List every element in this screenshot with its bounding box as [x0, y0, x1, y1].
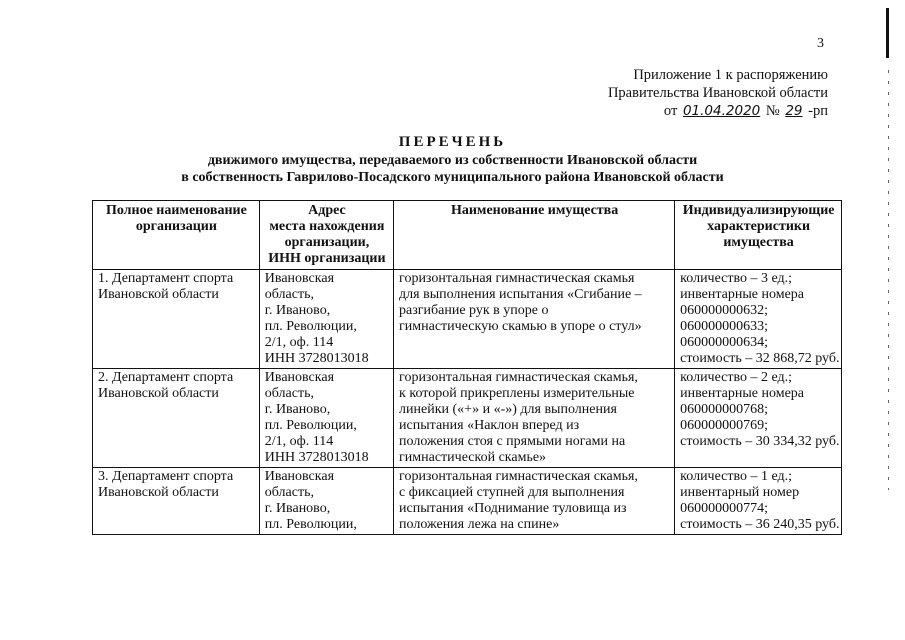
cell-line: испытания «Наклон вперед из	[399, 418, 580, 433]
header-organization	[93, 201, 260, 270]
cell-line: инвентарный номер	[680, 485, 800, 500]
cell-address	[259, 468, 393, 535]
header-item-name	[394, 201, 675, 270]
cell-line: линейки («+» и «-») для выполнения	[399, 402, 617, 417]
document-subtitle-2: в собственность Гаврилово-Посадского муниципального района Ивановской области	[181, 170, 724, 185]
cell-line: г. Иваново,	[264, 402, 331, 417]
annex-number-label: №	[765, 103, 780, 119]
cell-line: 060000000774;	[680, 501, 769, 516]
cell-line: 2. Департамент спорта	[98, 370, 234, 385]
cell-line: ИНН 3728013018	[264, 450, 369, 465]
cell-line: область,	[264, 485, 314, 500]
cell-organization	[93, 270, 260, 369]
cell-line: положения лежа на спине»	[399, 517, 560, 532]
annex-date: 01.04.2020	[682, 103, 761, 119]
header-line: Индивидуализирующие	[682, 203, 835, 218]
annex-suffix: -рп	[808, 103, 828, 119]
cell-line: область,	[264, 386, 314, 401]
header-line: характеристики	[707, 219, 811, 234]
cell-line: гимнастической скамье»	[399, 450, 547, 465]
cell-line: горизонтальная гимнастическая скамья	[399, 271, 635, 286]
cell-line: горизонтальная гимнастическая скамья,	[399, 370, 638, 385]
cell-item-name	[394, 369, 675, 468]
header-line: организации,	[284, 235, 370, 250]
cell-line: 060000000633;	[680, 319, 769, 334]
header-line: Наименование имущества	[450, 203, 619, 218]
cell-line: ИНН 3728013018	[264, 351, 369, 366]
header-line: места нахождения	[269, 219, 385, 234]
cell-line: 2/1, оф. 114	[264, 335, 334, 350]
header-line: ИНН организации	[268, 251, 386, 266]
cell-line: пл. Революции,	[264, 319, 357, 334]
cell-line: Ивановская	[264, 370, 335, 385]
cell-line: с фиксацией ступней для выполнения	[399, 485, 625, 500]
cell-address	[259, 270, 393, 369]
table-row	[93, 468, 842, 535]
document-title: ПЕРЕЧЕНЬ	[398, 134, 507, 150]
cell-line: к которой прикреплены измерительные	[399, 386, 635, 401]
cell-line: 2/1, оф. 114	[264, 434, 334, 449]
annex-line-2: Правительства Ивановской области	[607, 85, 828, 101]
document-subtitle-1: движимого имущества, передаваемого из собственности Ивановской области	[207, 153, 698, 168]
cell-line: область,	[264, 287, 314, 302]
cell-line: разгибание рук в упоре о	[399, 303, 549, 318]
cell-address	[259, 369, 393, 468]
cell-line: инвентарные номера	[680, 287, 805, 302]
cell-line: 060000000634;	[680, 335, 769, 350]
cell-line: Ивановская	[264, 271, 335, 286]
cell-characteristics	[675, 270, 842, 369]
cell-line: Ивановской области	[98, 485, 219, 500]
cell-line: пл. Революции,	[264, 517, 357, 532]
cell-line: Ивановская	[264, 469, 335, 484]
header-characteristics	[675, 201, 842, 270]
annex-number: 29	[785, 103, 803, 119]
cell-line: Ивановской области	[98, 287, 219, 302]
cell-line: количество – 1 ед.;	[680, 469, 793, 484]
header-line: Полное наименование	[105, 203, 247, 218]
cell-line: г. Иваново,	[264, 501, 331, 516]
cell-characteristics	[675, 369, 842, 468]
header-line: организации	[135, 219, 217, 234]
cell-line: г. Иваново,	[264, 303, 331, 318]
cell-line: стоимость – 32 868,72 руб.	[680, 351, 840, 366]
cell-line: горизонтальная гимнастическая скамья,	[399, 469, 638, 484]
table-row	[93, 270, 842, 369]
cell-organization	[93, 369, 260, 468]
cell-line: стоимость – 30 334,32 руб.	[680, 434, 840, 449]
cell-characteristics	[675, 468, 842, 535]
cell-line: количество – 2 ед.;	[680, 370, 793, 385]
annex-from-label: от	[663, 103, 678, 119]
cell-line: 1. Департамент спорта	[98, 271, 234, 286]
cell-line: Ивановской области	[98, 386, 219, 401]
cell-line: 060000000769;	[680, 418, 769, 433]
cell-item-name	[394, 468, 675, 535]
page-number: 3	[817, 36, 824, 51]
cell-line: инвентарные номера	[680, 386, 805, 401]
table-row	[93, 369, 842, 468]
property-table	[92, 200, 842, 535]
cell-line: стоимость – 36 240,35 руб.	[680, 517, 840, 532]
header-line: Адрес	[308, 203, 346, 218]
cell-line: 060000000768;	[680, 402, 769, 417]
document-title-block	[0, 133, 905, 186]
cell-line: количество – 3 ед.;	[680, 271, 793, 286]
cell-organization	[93, 468, 260, 535]
annex-line-1: Приложение 1 к распоряжению	[633, 67, 828, 83]
table-header-row	[93, 201, 842, 270]
header-line: имущества	[723, 235, 794, 250]
cell-line: пл. Революции,	[264, 418, 357, 433]
scan-edge-mark	[886, 8, 889, 58]
cell-line: испытания «Поднимание туловища из	[399, 501, 627, 516]
header-address	[259, 201, 393, 270]
cell-item-name	[394, 270, 675, 369]
cell-line: 3. Департамент спорта	[98, 469, 234, 484]
cell-line: положения стоя с прямыми ногами на	[399, 434, 626, 449]
annex-date-line	[608, 102, 828, 120]
cell-line: гимнастическую скамью в упоре о стул»	[399, 319, 642, 334]
cell-line: для выполнения испытания «Сгибание –	[399, 287, 642, 302]
cell-line: 060000000632;	[680, 303, 769, 318]
annex-header	[608, 66, 828, 120]
